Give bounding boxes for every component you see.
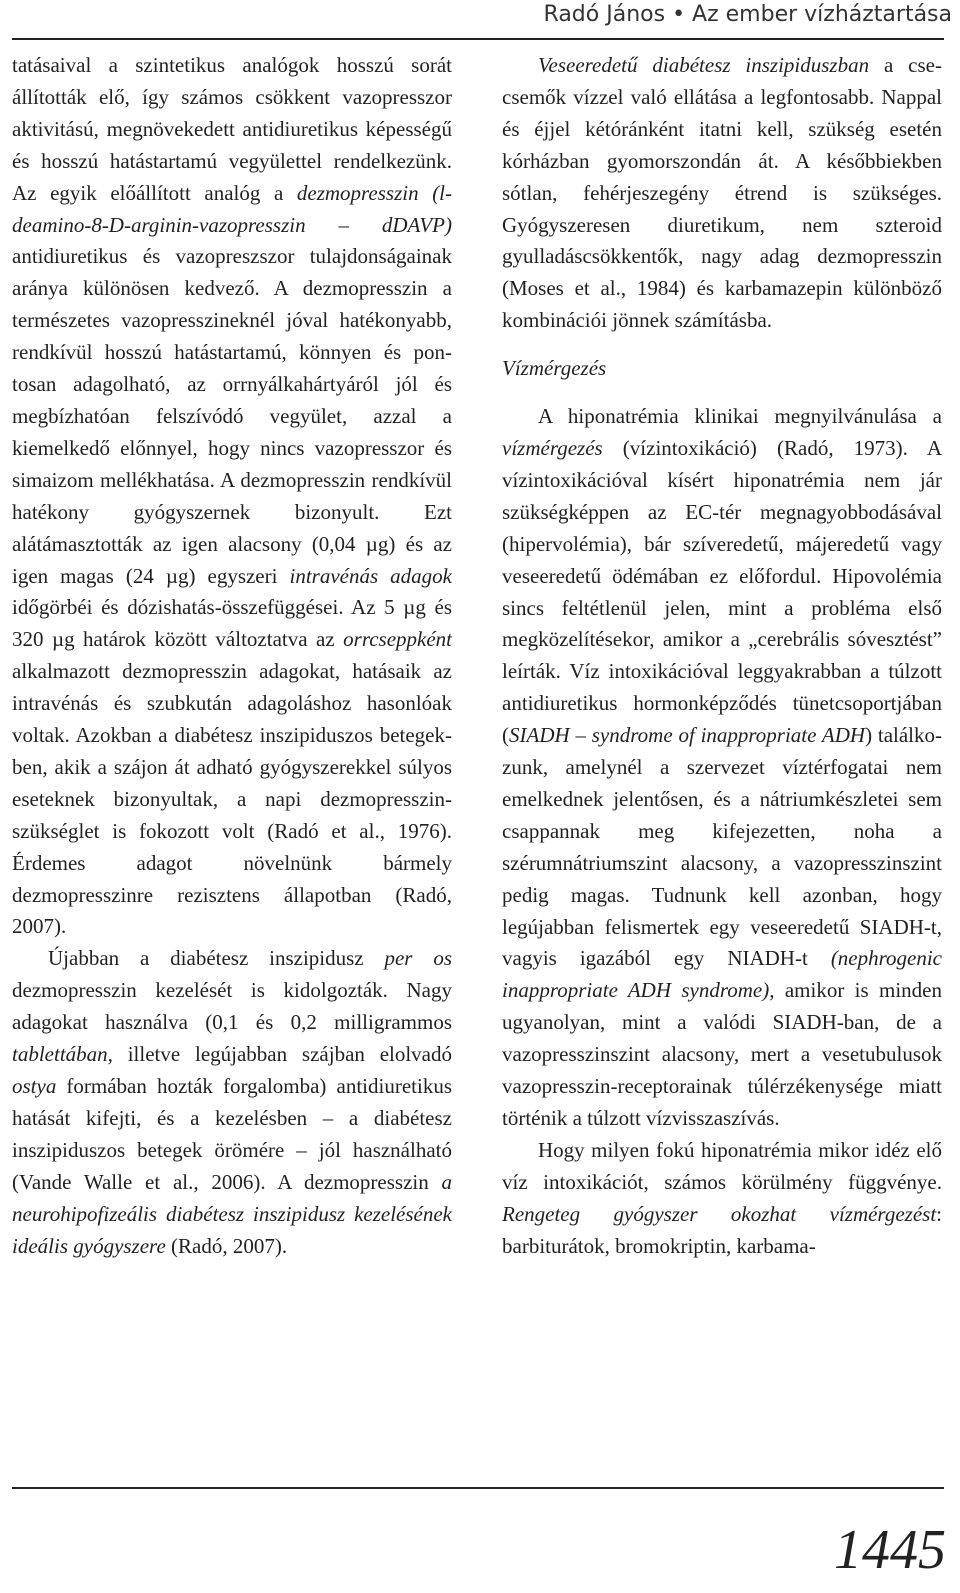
footer-rule bbox=[12, 1487, 944, 1489]
header-separator: • bbox=[672, 2, 686, 27]
section-subheading: Vízmérgezés bbox=[502, 356, 607, 381]
left-paragraph-1: tatásaival a szintetikus analógok hosszú sorát állították elő, így számos csökkent vazopresszor aktivitású, megnövekedett antidiuretikus képességű és hosszú hatástartamú vegyülettel rendelkezünk. Az egyik előállított analóg a dezmopresszin (l-deamino-8-D-arginin-vazopresszin – dDAVP) antidiuretikus és vazopreszszor tulajdonságainak aránya különösen kedvező. A dezmopresszin a természetes vazopresszineknél jóval hatékonyabb, rendkívül hosszú hatástartamú, könnyen és pontosan adagolható, az orrnyálkahártyáról jól és megbízhatóan felszívódó vegyület, azzal a kiemelkedő előnnyel, hogy nincs vazopresszor és simaizom mellékhatása. A dezmopresszin rendkívül hatékony gyógyszernek bizonyult. Ezt alátámasztották az igen alacsony (0,04 µg) és az igen magas (24 µg) egyszeri intravénás adagok időgörbéi és dózishatás-összefüggései. Az 5 µg és 320 µg határok között változtatva az orrcseppként alkalmazott dezmopresszin adagokat, hatásaik az intravénás és szubkután adagoláshoz hasonlóak voltak. Azokban a diabétesz inszipiduszos betegekben, akik a szájon át adható gyógyszerekkel súlyos eseteknek bizonyultak, a napi dezmopresszin-szükséglet is fokozott volt (Radó et al., 1976). Érdemes adagot növelnünk bármely dezmopresszinre rezisztens állapotban (Radó, 2007). bbox=[12, 53, 453, 939]
header-title: Az ember vízháztartása bbox=[692, 2, 952, 27]
left-column bbox=[12, 50, 452, 1262]
header-author: Radó János bbox=[543, 2, 666, 27]
right-column bbox=[502, 50, 942, 1263]
page-number: 1445 bbox=[834, 1519, 946, 1581]
right-paragraph-3: Hogy milyen fokú hiponatrémia mikor idéz elő víz intoxikációt, számos körülmény függvénye. Rengeteg gyógyszer okozhat vízmérgezést: barbiturátok, bromokriptin, karbama- bbox=[502, 1137, 942, 1258]
left-paragraph-2: Újabban a diabétesz inszipidusz per os dezmopresszin kezelését is kidolgozták. Nagy adagokat használva (0,1 és 0,2 milligrammos tablettában, illetve legújabban szájban elolvadó ostya formában hozták forgalomba) antidiuretikus hatását kifejti, és a kezelésben – a diabétesz inszipiduszos betegek örömére – jól használható (Vande Walle et al., 2006). A dezmopresszin a neurohipofizeális diabétesz inszipidusz kezelésének ideális gyógyszere (Radó, 2007). bbox=[12, 946, 452, 1258]
right-paragraph-2: A hiponatrémia klinikai megnyilvánulása a vízmérgezés (vízintoxikáció) (Radó, 1973). A vízintoxikációval kísért hiponatrémia nem jár szükségképpen az EC-tér megnagyobbodásával (hipervolémia), bár szíveredetű, májeredetű vagy veseeredetű ödémában ez előfordul. Hipovolémia sincs feltétlenül jelen, mint a probléma első megközelítésekor, amikor a „cerebrális sóvesztést” leírták. Víz intoxikációval leggyakrabban a túlzott antidiuretikus hormonképződés tünetcsoportjában (SIADH – syndrome of inappropriate ADH) találkozunk, amelynél a szervezet víztérfogatai nem emelkednek jelentősen, és a nátriumkészletei sem csappannak meg kifejezetten, noha a szérumnátriumszint alacsony, a vazopresszinszint pedig magas. Tudnunk kell azonban, hogy legújabban felismertek egy veseeredetű SIADH-t, vagyis igazából egy NIADH-t (nephrogenic inappropriate ADH syndrome), amikor is minden ugyanolyan, mint a valódi SIADH-ban, de a vazopresszinszint alacsony, mert a vesetubulusok vazopresszin-receptorainak túlérzékenysége miatt történik a túlzott vízvisszaszívás. bbox=[502, 404, 943, 1130]
running-header bbox=[544, 2, 952, 27]
right-paragraph-1: Veseeredetű diabétesz inszipiduszban a csecsemők vízzel való ellátása a legfontosabb. Nappal és éjjel kétóránként itatni kell, szükség esetén kórházban gyomorszondán át. A későbbiekben sótlan, fehérjeszegény étrend is szükséges. Gyógyszeresen diuretikum, nem szteroid gyulladáscsökkentők, nagy adag dezmopresszin (Moses et al., 1984) és karbamazepin különböző kombinációi jönnek számításba. bbox=[502, 53, 942, 333]
header-rule bbox=[12, 38, 944, 40]
